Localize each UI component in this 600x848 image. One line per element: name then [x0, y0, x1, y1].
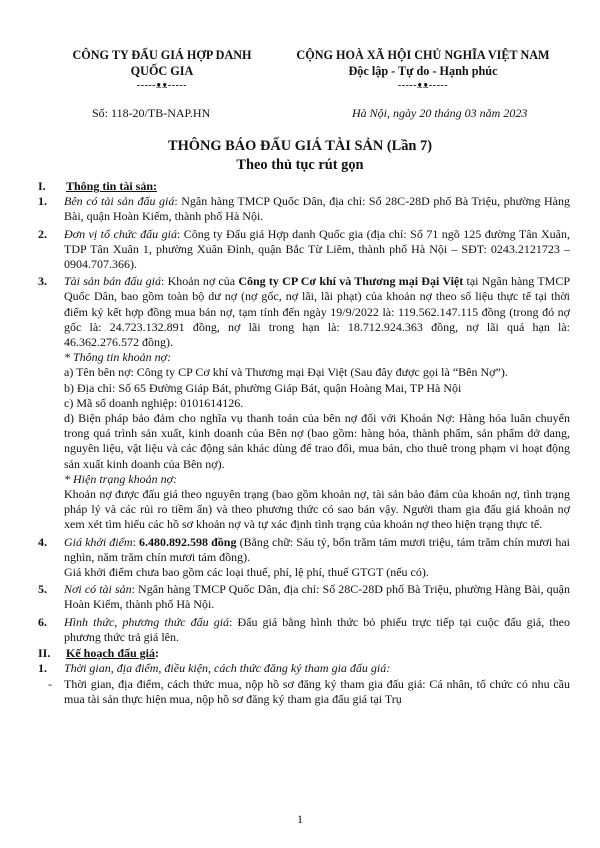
- list-item: [38, 194, 571, 224]
- debt-info-c: c) Mã số doanh nghiệp: 0101614126.: [64, 395, 244, 410]
- item-number: 1.: [38, 194, 47, 209]
- item-number: 1.: [38, 661, 47, 676]
- section-title: Thông tin tài sản:: [66, 179, 158, 193]
- country-separator: -----ᴥᴥ-----: [397, 80, 449, 91]
- item-text: : Ngân hàng TMCP Quốc Dân, địa chỉ: Số 28C-28D phố Bà Triệu, phường Hàng Bài, quận Hoàn Kiếm, thành phố Hà Nội.: [64, 582, 571, 612]
- item-number: 3.: [38, 274, 47, 289]
- document-subtitle: Theo thủ tục rút gọn: [236, 157, 364, 173]
- bullet-item: [48, 676, 570, 707]
- item-number: 5.: [38, 582, 47, 597]
- section-number: I.: [38, 179, 46, 193]
- item-text: : Khoản nợ của: [161, 274, 239, 289]
- item-number: 2.: [38, 226, 47, 241]
- section-number: II.: [38, 646, 51, 661]
- list-item: [38, 226, 570, 273]
- document-title: THÔNG BÁO ĐẤU GIÁ TÀI SẢN (Lần 7): [168, 138, 432, 154]
- page-number: 1: [297, 812, 303, 826]
- starting-price: 6.480.892.598 đồng: [139, 534, 237, 549]
- document-date: Hà Nội, ngày 20 tháng 03 năm 2023: [352, 106, 528, 120]
- document-body: [38, 178, 571, 707]
- country-name: CỘNG HOÀ XÃ HỘI CHỦ NGHĨA VIỆT NAM: [296, 48, 550, 62]
- item-number: 4.: [38, 534, 47, 549]
- item-number: 6.: [38, 614, 47, 629]
- item-label: Nơi có tài sản: [64, 582, 132, 597]
- org-separator: -----ᴥᴥ-----: [136, 80, 188, 91]
- org-name-line2: QUỐC GIA: [130, 64, 194, 78]
- item-label: Hình thức, phương thức đấu giá: [64, 614, 230, 629]
- section-1-heading: [38, 179, 570, 194]
- item-label: Đơn vị tổ chức đấu giá: [64, 226, 177, 241]
- section-2-heading: II. Kế hoạch đấu giá:: [38, 646, 160, 661]
- list-item: [38, 274, 571, 532]
- org-name-line1: CÔNG TY ĐẤU GIÁ HỢP DANH: [72, 48, 252, 62]
- list-item: [38, 661, 570, 676]
- bullet-text: Thời gian, địa điểm, cách thức mua, nộp hồ sơ đăng ký tham gia đấu giá: Cá nhân, tổ chức có nhu cầu mua tài sản thực hiện mua, nộp hồ sơ đăng ký tham gia đấu giá tại Trụ: [64, 676, 570, 706]
- section-title: Kế hoạch đấu giá: [66, 646, 156, 661]
- list-item: [38, 614, 570, 645]
- debt-info-b: b) Địa chỉ: Số 65 Đường Giáp Bát, phường Giáp Bát, quận Hoàng Mai, TP Hà Nội: [64, 380, 462, 395]
- item-label: Bên có tài sản đấu giá: [64, 194, 175, 209]
- item-text: (Bằng chữ: Sáu tỷ, bốn trăm tám mươi triệu, tám trăm chín mươi hai nghìn, năm trăm chín mươi tám đồng).: [64, 534, 570, 564]
- debt-status-text: Khoản nợ được đấu giá theo nguyên trạng (bao gồm khoản nợ, tài sản bảo đảm của khoản nợ, tình trạng pháp lý và các rủi ro tiềm ẩn) và theo phương thức có sao bán vậy. Người tham gia đấu giá khoản nợ xem xét tìm hiểu các hồ sơ khoản nợ và tự xác định tình trạng của khoản nợ theo hiện trạng thực tế.: [64, 487, 570, 532]
- item-text: : Đấu giá bằng hình thức bỏ phiếu trực tiếp tại cuộc đấu giá, theo phương thức trả giá lên.: [64, 614, 570, 644]
- country-motto: Độc lập - Tự do - Hạnh phúc: [348, 64, 498, 78]
- item-label: Thời gian, địa điểm, điều kiện, cách thức đăng ký tham gia đấu giá:: [64, 661, 391, 676]
- list-item: [38, 582, 571, 612]
- item-label: Tài sản bán đấu giá: [64, 274, 162, 289]
- item-label: Giá khởi điểm: [64, 534, 133, 549]
- debt-info-a: a) Tên bên nợ: Công ty CP Cơ khí và Thương mại Đại Việt (Sau đây được gọi là “Bên Nợ”).: [64, 365, 508, 380]
- debt-info-d: d) Biện pháp bảo đảm cho nghĩa vụ thanh toán của bên nợ đối với Khoản Nợ: Hàng hóa luân chuyển trong quá trình sản xuất, kinh doanh của Bên nợ (bao gồm: hàng hóa, thành phẩm, sản phẩm dở dang, nguyên liệu, vật liệu và các động sản khác dùng để trao đổi, mua bán, cho thuê trong phạm vi hoạt động sản xuất kinh doanh của Bên nợ).: [64, 411, 570, 471]
- debt-info-heading: * Thông tin khoản nợ:: [64, 350, 172, 365]
- price-note: Giá khởi điểm chưa bao gồm các loại thuế, phí, lệ phí, thuế GTGT (nếu có).: [64, 565, 429, 580]
- debt-status-heading: * Hiện trạng khoản nợ:: [64, 471, 178, 486]
- document-number: Số: 118-20/TB-NAP.HN: [92, 106, 211, 120]
- item-text: : Công ty Đấu giá Hợp danh Quốc gia (địa chỉ: Số 71 ngõ 125 đường Tân Xuân, TDP Tân Xuân 1, phường Xuân Đỉnh, quận Bắc Từ Liêm, thành phố Hà Nội – SĐT: 0243.2121723 – 0904.707.366).: [64, 226, 570, 272]
- item-text: : Ngân hàng TMCP Quốc Dân, địa chỉ: Số 28C-28D phố Bà Triệu, phường Hàng Bài, quận Hoàn Kiếm, thành phố Hà Nội.: [64, 194, 571, 224]
- bullet-mark: -: [48, 676, 52, 691]
- debtor-company: Công ty CP Cơ khí và Thương mại Đại Việt: [238, 274, 464, 289]
- item-text-cont: tại Ngân hàng TMCP Quốc Dân, bao gồm toàn bộ dư nợ (nợ gốc, nợ lãi, lãi phạt) của khoản nợ theo số liệu thực tế tại thời điểm ký kết hợp đồng mua bán nợ, tạm tính đến ngày 19/9/2022 là: 119.562.147.115 đồng (trong đó nợ gốc là: 24.723.132.891 đồng, nợ lãi trong hạn là: 18.712.924.363 đồng, nợ lãi quá hạn là: 46.362.276.572 đồng).: [64, 274, 571, 350]
- list-item: 4. Giá khởi điểm: 6.480.892.598 đồng (Bằng chữ: Sáu tỷ, bốn trăm tám mươi triệu, tám trăm chín mươi hai nghìn, năm trăm chín mươi tám đồng). Giá khởi điểm chưa bao gồm các loại thuế, phí, lệ phí, thuế GTGT (nếu có).: [38, 534, 570, 580]
